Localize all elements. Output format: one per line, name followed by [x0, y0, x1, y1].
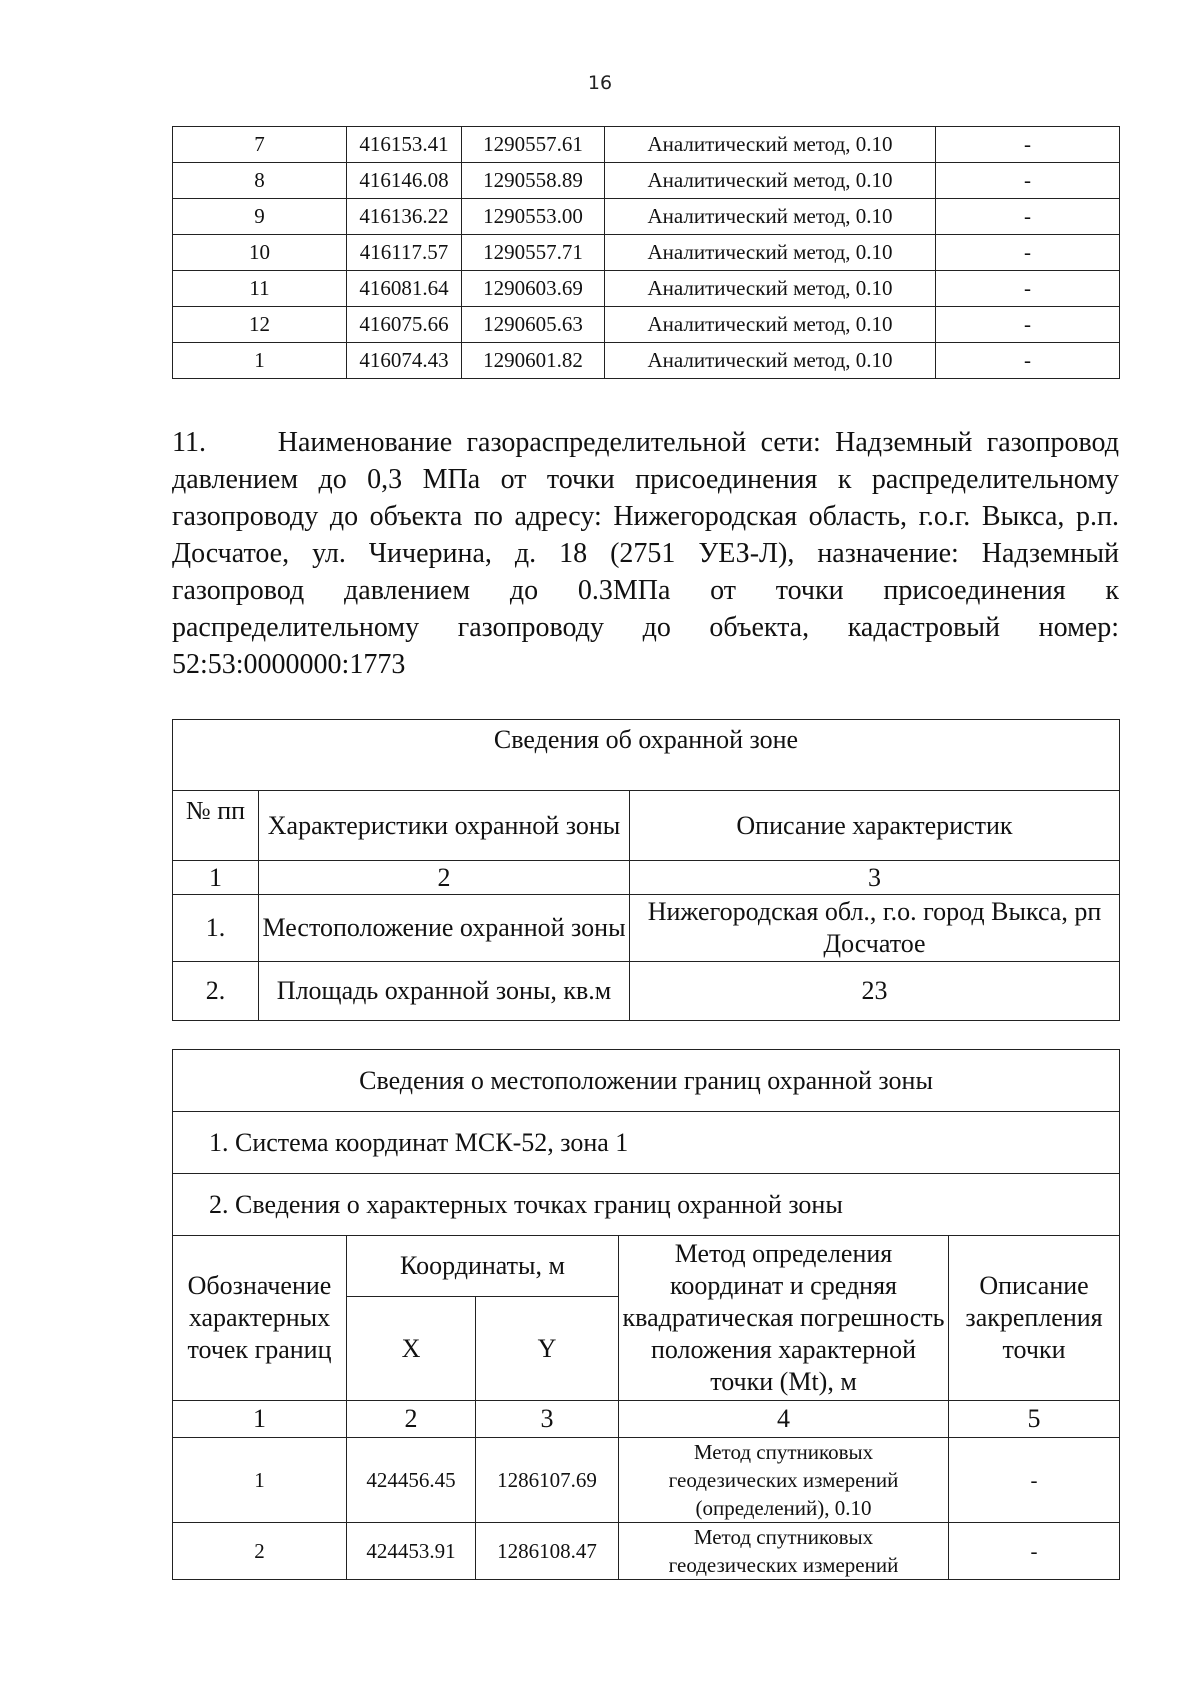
- coordinate-system-row: [173, 1112, 1120, 1174]
- row-characteristic: Площадь охранной зоны, кв.м: [259, 962, 630, 1021]
- cell-y: 1290603.69: [462, 271, 605, 307]
- boundary-title-row: [173, 1050, 1120, 1112]
- row-description: 23: [630, 962, 1120, 1021]
- col-x-header: X: [347, 1297, 476, 1401]
- cell-n: 1: [173, 343, 347, 379]
- cell-n: 9: [173, 199, 347, 235]
- cell-x: 416136.22: [347, 199, 462, 235]
- zone-info-row: [173, 895, 1120, 962]
- index-cell: 4: [619, 1401, 949, 1438]
- col-fixing-header: Описание закрепления точки: [949, 1236, 1120, 1401]
- cell-desc: -: [949, 1523, 1120, 1580]
- cell-n: 10: [173, 235, 347, 271]
- cell-method: Аналитический метод, 0.10: [605, 163, 936, 199]
- row-characteristic: Местоположение охранной зоны: [259, 895, 630, 962]
- cell-x: 424453.91: [347, 1523, 476, 1580]
- table-row: [173, 343, 1120, 379]
- col-method-header: Метод определения координат и средняя квадратическая погрешность положения характерной точки (Mt), м: [619, 1236, 949, 1401]
- cell-desc: -: [936, 271, 1120, 307]
- cell-y: 1290605.63: [462, 307, 605, 343]
- cell-method: Аналитический метод, 0.10: [605, 235, 936, 271]
- zone-info-index-row: [173, 861, 1120, 895]
- index-cell: 3: [630, 861, 1120, 895]
- cell-method: Аналитический метод, 0.10: [605, 307, 936, 343]
- cell-desc: -: [936, 127, 1120, 163]
- cell-desc: -: [949, 1438, 1120, 1523]
- col-y-header: Y: [476, 1297, 619, 1401]
- boundary-title: Сведения о местоположении границ охранной зоны: [173, 1050, 1120, 1112]
- table-row: [173, 199, 1120, 235]
- col-characteristic-header: Характеристики охранной зоны: [259, 791, 630, 861]
- cell-n: 2: [173, 1523, 347, 1580]
- boundary-points-table: [172, 1049, 1120, 1580]
- cell-y: 1290601.82: [462, 343, 605, 379]
- cell-x: 416081.64: [347, 271, 462, 307]
- network-description-paragraph: 11. Наименование газораспределительной сети: Надземный газопровод давлением до 0,3 МПа от точки присоединения к распределительному газопроводу до объекта по адресу: Нижегородская область, г.о.г. Выкса, р.п. Досчатое, ул. Чичерина, д. 18 (2751 УЕЗ-Л), назначение: Надземный газопровод давлением до 0.3МПа от точки присоединения к распределительному газопроводу до объекта, кадастровый номер: 52:53:0000000:1773: [172, 427, 1119, 680]
- col-coordinates-header: Координаты, м: [347, 1236, 619, 1297]
- cell-desc: -: [936, 307, 1120, 343]
- points-header-row: [173, 1236, 1120, 1297]
- cell-x: 416153.41: [347, 127, 462, 163]
- row-number: 2.: [173, 962, 259, 1021]
- zone-info-title: Сведения об охранной зоне: [173, 720, 1120, 791]
- col-description-header: Описание характеристик: [630, 791, 1120, 861]
- cell-y: 1290558.89: [462, 163, 605, 199]
- coordinates-table: [172, 126, 1120, 379]
- zone-info-title-row: [173, 720, 1120, 791]
- cell-method: Аналитический метод, 0.10: [605, 343, 936, 379]
- table-row: [173, 271, 1120, 307]
- row-description: Нижегородская обл., г.о. город Выкса, рп Досчатое: [630, 895, 1120, 962]
- cell-desc: -: [936, 235, 1120, 271]
- cell-x: 416117.57: [347, 235, 462, 271]
- index-cell: 5: [949, 1401, 1120, 1438]
- points-title: 2. Сведения о характерных точках границ охранной зоны: [173, 1174, 1120, 1236]
- cell-n: 12: [173, 307, 347, 343]
- cell-n: 1: [173, 1438, 347, 1523]
- table-row: [173, 1523, 1120, 1580]
- table-row: [173, 1438, 1120, 1523]
- cell-x: 416075.66: [347, 307, 462, 343]
- zone-info-header-row: [173, 791, 1120, 861]
- col-number-header: № пп: [173, 791, 259, 861]
- cell-desc: -: [936, 343, 1120, 379]
- cell-method: Аналитический метод, 0.10: [605, 127, 936, 163]
- cell-desc: -: [936, 199, 1120, 235]
- col-point-header: Обозначение характерных точек границ: [173, 1236, 347, 1401]
- cell-n: 11: [173, 271, 347, 307]
- index-cell: 1: [173, 1401, 347, 1438]
- cell-y: 1290553.00: [462, 199, 605, 235]
- table-row: [173, 163, 1120, 199]
- points-title-row: [173, 1174, 1120, 1236]
- cell-n: 7: [173, 127, 347, 163]
- cell-method: Метод спутниковых геодезических измерений (определений), 0.10: [619, 1438, 949, 1523]
- cell-y: 1290557.71: [462, 235, 605, 271]
- page-number: 16: [587, 72, 613, 94]
- cell-y: 1290557.61: [462, 127, 605, 163]
- cell-n: 8: [173, 163, 347, 199]
- points-index-row: [173, 1401, 1120, 1438]
- table-row: [173, 307, 1120, 343]
- cell-y: 1286108.47: [476, 1523, 619, 1580]
- cell-x: 424456.45: [347, 1438, 476, 1523]
- table-row: [173, 127, 1120, 163]
- cell-method: Метод спутниковых геодезических измерений: [619, 1523, 949, 1580]
- cell-desc: -: [936, 163, 1120, 199]
- index-cell: 1: [173, 861, 259, 895]
- zone-info-row: [173, 962, 1120, 1021]
- cell-method: Аналитический метод, 0.10: [605, 271, 936, 307]
- coordinate-system: 1. Система координат МСК-52, зона 1: [173, 1112, 1120, 1174]
- cell-y: 1286107.69: [476, 1438, 619, 1523]
- row-number: 1.: [173, 895, 259, 962]
- table-row: [173, 235, 1120, 271]
- index-cell: 3: [476, 1401, 619, 1438]
- zone-info-table: [172, 719, 1120, 1021]
- cell-x: 416074.43: [347, 343, 462, 379]
- cell-x: 416146.08: [347, 163, 462, 199]
- index-cell: 2: [259, 861, 630, 895]
- index-cell: 2: [347, 1401, 476, 1438]
- cell-method: Аналитический метод, 0.10: [605, 199, 936, 235]
